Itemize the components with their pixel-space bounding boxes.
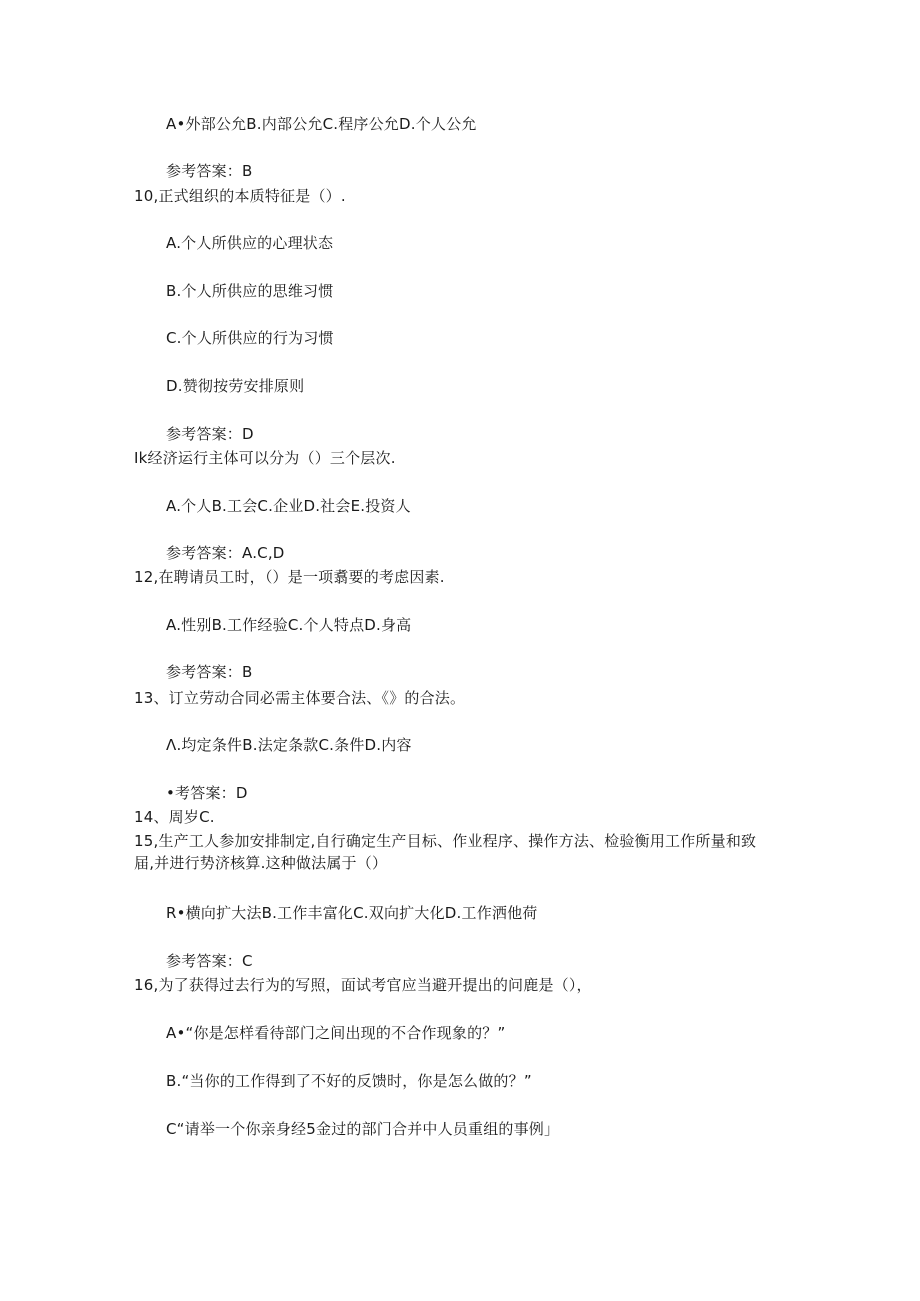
q12-question: 12,在聘请员工时，（）是一项翥要的考虑因素. xyxy=(134,568,445,586)
q10-question: 10,正式组织的本质特征是（）. xyxy=(134,187,346,205)
q13-question: 13、订立劳动合同必需主体要合法、《》的合法。 xyxy=(134,689,466,707)
q12-answer: 参考答案：B xyxy=(166,663,253,681)
q16-question: 16,为了获得过去行为的写照，面试考官应当避开提出的问鹿是（）， xyxy=(134,976,592,994)
q10-answer: 参考答案：D xyxy=(166,425,254,443)
q16-option-b: B.“当你的工作得到了不好的反馈时，你是怎么做的？” xyxy=(166,1072,532,1090)
q15-options: R•横向扩大法B.工作丰富化C.双向扩大化D.工作洒他荷 xyxy=(166,904,538,922)
q10-option-d: D.赞彻按劳安排原则 xyxy=(166,377,305,395)
q10-option-c: C.个人所供应的行为习惯 xyxy=(166,329,334,347)
q16-option-c: C“请举一个你亲身经5金过的部门合并中人员重组的事例」 xyxy=(166,1120,560,1138)
q16-option-a: A•“你是怎样看待部门之间出现的不合作现象的？” xyxy=(166,1024,506,1042)
q11-question: Ik经济运行主体可以分为（）三个层次. xyxy=(134,449,396,467)
q13-answer: •考答案：D xyxy=(166,784,248,802)
q12-options: A.性别B.工作经验C.个人特点D.身高 xyxy=(166,616,412,634)
q15-answer: 参考答案：C xyxy=(166,952,253,970)
q14-question: 14、周岁C. xyxy=(134,808,215,826)
q9-answer: 参考答案：B xyxy=(166,162,253,180)
q13-options: Λ.均定条件B.法定条款C.条件D.内容 xyxy=(166,736,412,754)
q9-options: A•外部公允B.内部公允C.程序公允D.个人公允 xyxy=(166,115,477,133)
q10-option-b: B.个人所供应的思维习惯 xyxy=(166,282,334,300)
q10-option-a: A.个人所供应的心理状态 xyxy=(166,234,334,252)
q15-question: 15,生产工人参加安排制定,自行确定生产目标、作业程序、操作方法、检验衡用工作所量和致届,并进行势济核算.这种做法属于（） xyxy=(134,832,757,872)
q11-options: A.个人B.工会C.企业D.社会E.投资人 xyxy=(166,497,411,515)
q11-answer: 参考答案：A.C,D xyxy=(166,544,285,562)
